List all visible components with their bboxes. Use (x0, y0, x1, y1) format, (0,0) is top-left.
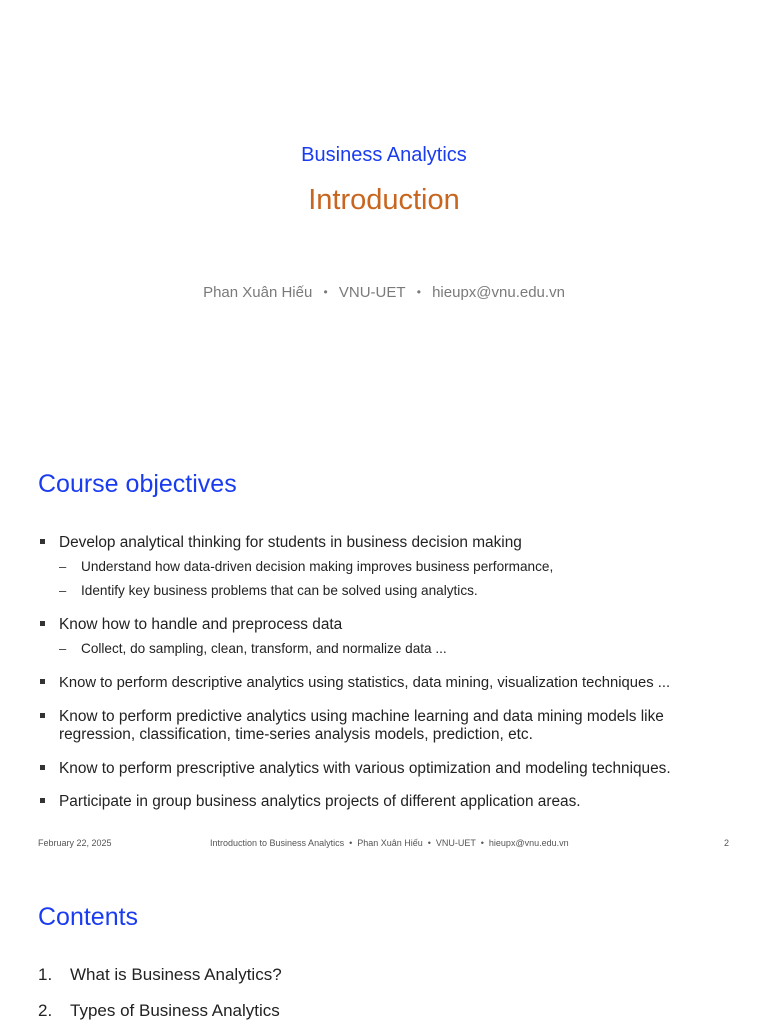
bullet-marker (40, 539, 45, 544)
author-email: hieupx@vnu.edu.vn (432, 284, 565, 301)
bullet-marker (40, 621, 45, 626)
objective-item (38, 616, 738, 656)
sub-item (59, 559, 719, 575)
bullet-marker (40, 679, 45, 684)
objective-text: Know how to handle and preprocess data (59, 616, 343, 633)
lecture-title: Introduction (308, 184, 460, 216)
course-title: Business Analytics (301, 144, 467, 166)
author-name: Phan Xuân Hiếu (203, 284, 313, 301)
sub-item-text: Collect, do sampling, clean, transform, and normalize data ... (81, 641, 447, 656)
separator-dot: • (323, 285, 328, 299)
dash-marker: – (59, 583, 67, 598)
dash-marker: – (59, 641, 67, 656)
institution: VNU-UET (338, 284, 406, 301)
contents-item (38, 965, 282, 985)
objective-text: Know to perform descriptive analytics using statistics, data mining, visualization techniques ... (59, 675, 671, 691)
bullet-marker (40, 765, 45, 770)
dash-marker: – (59, 559, 67, 574)
contents-item-number: 2. (38, 1001, 53, 1020)
section-heading-contents: Contents (38, 903, 139, 931)
sub-item-text: Understand how data-driven decision making improves business performance, (81, 559, 554, 574)
contents-item (38, 1001, 280, 1021)
objective-text: Know to perform predictive analytics using machine learning and data mining models like regression, classification, time-series analysis models, prediction, etc. (59, 708, 664, 743)
objective-item (38, 708, 738, 744)
separator-dot: • (416, 285, 421, 299)
objective-item (38, 674, 738, 692)
sub-item (59, 641, 719, 657)
sub-item (59, 583, 719, 599)
bullet-marker (40, 798, 45, 803)
objective-text: Develop analytical thinking for students in business decision making (59, 534, 522, 551)
objective-item (38, 760, 738, 778)
section-heading-objectives: Course objectives (38, 470, 237, 498)
author-byline (0, 284, 768, 301)
objective-item (38, 793, 738, 811)
contents-item-text: What is Business Analytics? (70, 965, 282, 984)
objective-text: Know to perform prescriptive analytics with various optimization and modeling techniques. (59, 760, 671, 777)
bullet-marker (40, 713, 45, 718)
contents-item-number: 1. (38, 965, 53, 984)
contents-item-text: Types of Business Analytics (70, 1001, 280, 1020)
sub-item-text: Identify key business problems that can be solved using analytics. (81, 583, 478, 598)
footer-date: February 22, 2025 (38, 838, 112, 848)
footer-center: Introduction to Business Analytics • Phan Xuân Hiếu • VNU-UET • hieupx@vnu.edu.vn (210, 838, 569, 848)
objective-text: Participate in group business analytics projects of different application areas. (59, 793, 581, 810)
footer-page-number: 2 (724, 838, 730, 848)
objective-item (38, 534, 738, 598)
